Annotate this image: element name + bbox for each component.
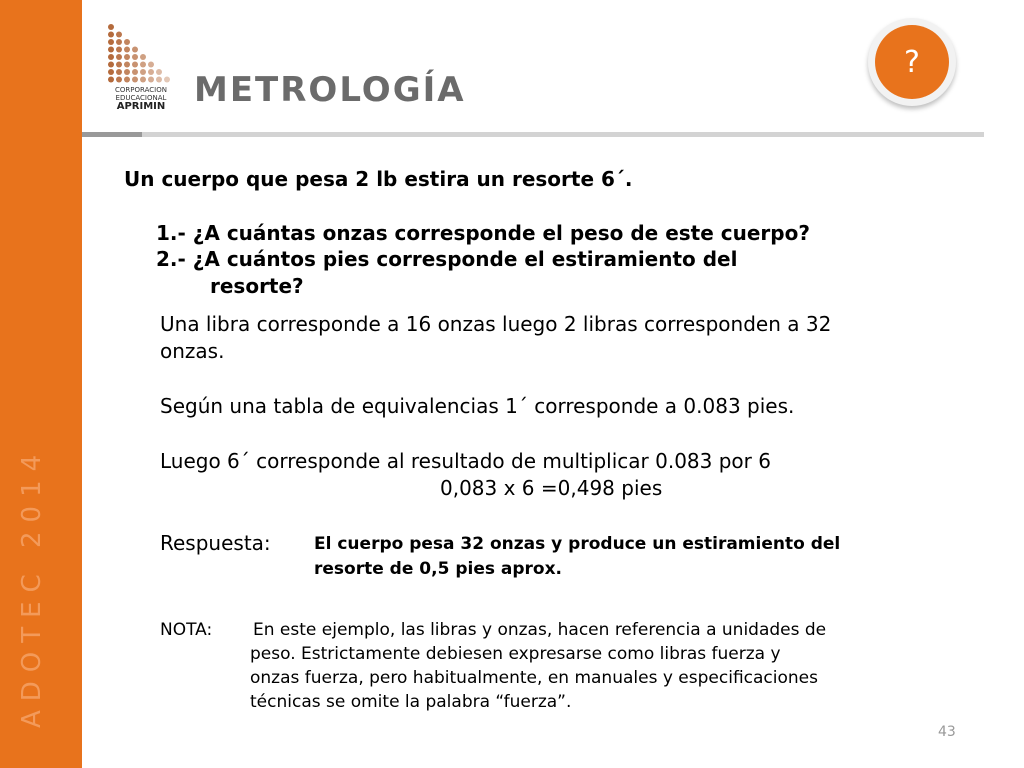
logo-dot (140, 77, 146, 83)
logo (106, 22, 176, 120)
logo-dot (116, 62, 122, 68)
question-2-line2: resorte? (210, 274, 304, 298)
question-1: 1.- ¿A cuántas onzas corresponde el peso de este cuerpo? (156, 221, 810, 245)
note-line1: En este ejemplo, las libras y onzas, hacen referencia a unidades de (253, 620, 827, 640)
logo-dot (132, 47, 138, 53)
logo-line3: APRIMIN (116, 101, 166, 112)
logo-dot (116, 47, 122, 53)
logo-dot (124, 54, 130, 60)
sidebar-vertical-text: ADOTEC 2014 (17, 445, 47, 728)
logo-dot (108, 77, 114, 83)
logo-line2: EDUCACIONAL (115, 94, 167, 102)
logo-dot (132, 62, 138, 68)
page-title: METROLOGÍA (194, 70, 466, 110)
logo-dot (140, 62, 146, 68)
answer-line2: resorte de 0,5 pies aprox. (314, 559, 563, 579)
logo-dot (116, 69, 122, 75)
answer-line1: El cuerpo pesa 32 onzas y produce un estiramiento del (314, 534, 841, 554)
logo-dot (108, 69, 114, 75)
help-button[interactable] (868, 18, 956, 106)
logo-line1: CORPORACION (115, 86, 167, 94)
solution-para3: Luego 6´ corresponde al resultado de multiplicar 0.083 por 6 (160, 449, 771, 473)
logo-dot (148, 77, 154, 83)
sidebar-band (0, 0, 82, 768)
logo-dot (116, 54, 122, 60)
logo-dot (148, 69, 154, 75)
logo-dot (124, 39, 130, 45)
header-divider (82, 132, 984, 137)
solution-para1-line1: Una libra corresponde a 16 onzas luego 2 libras corresponden a 32 (160, 312, 832, 336)
logo-dot (108, 24, 114, 30)
logo-dot (108, 54, 114, 60)
logo-dot (124, 69, 130, 75)
logo-dot (116, 32, 122, 38)
logo-dot (108, 39, 114, 45)
page-number: 43 (938, 724, 956, 740)
note-label: NOTA: (160, 620, 213, 640)
logo-dot (108, 47, 114, 53)
logo-dot (124, 47, 130, 53)
note-line3: onzas fuerza, pero habitualmente, en manuales y especificaciones (250, 668, 818, 688)
question-2-line1: 2.- ¿A cuántos pies corresponde el estiramiento del (156, 247, 738, 271)
logo-dot (132, 54, 138, 60)
answer-label: Respuesta: (160, 531, 271, 555)
help-icon[interactable]: ? (875, 25, 949, 99)
header-divider-accent (82, 132, 142, 137)
problem-statement: Un cuerpo que pesa 2 lb estira un resorte 6´. (124, 167, 633, 191)
logo-dot (124, 62, 130, 68)
logo-dot (116, 39, 122, 45)
note-line2: peso. Estrictamente debiesen expresarse como libras fuerza y (250, 644, 781, 664)
logo-dot (108, 62, 114, 68)
logo-dot (164, 77, 170, 83)
logo-dot (156, 69, 162, 75)
logo-dot (156, 77, 162, 83)
logo-dot (132, 69, 138, 75)
logo-dot (140, 54, 146, 60)
solution-para1-line2: onzas. (160, 339, 225, 363)
logo-dot (132, 77, 138, 83)
note-line4: técnicas se omite la palabra “fuerza”. (250, 692, 572, 712)
logo-dot (116, 77, 122, 83)
solution-para2: Según una tabla de equivalencias 1´ corresponde a 0.083 pies. (160, 394, 795, 418)
logo-dot (108, 32, 114, 38)
logo-dot (140, 69, 146, 75)
logo-dot (148, 62, 154, 68)
logo-dot (124, 77, 130, 83)
logo-dots-icon (106, 22, 176, 86)
solution-calculation: 0,083 x 6 =0,498 pies (440, 476, 663, 500)
